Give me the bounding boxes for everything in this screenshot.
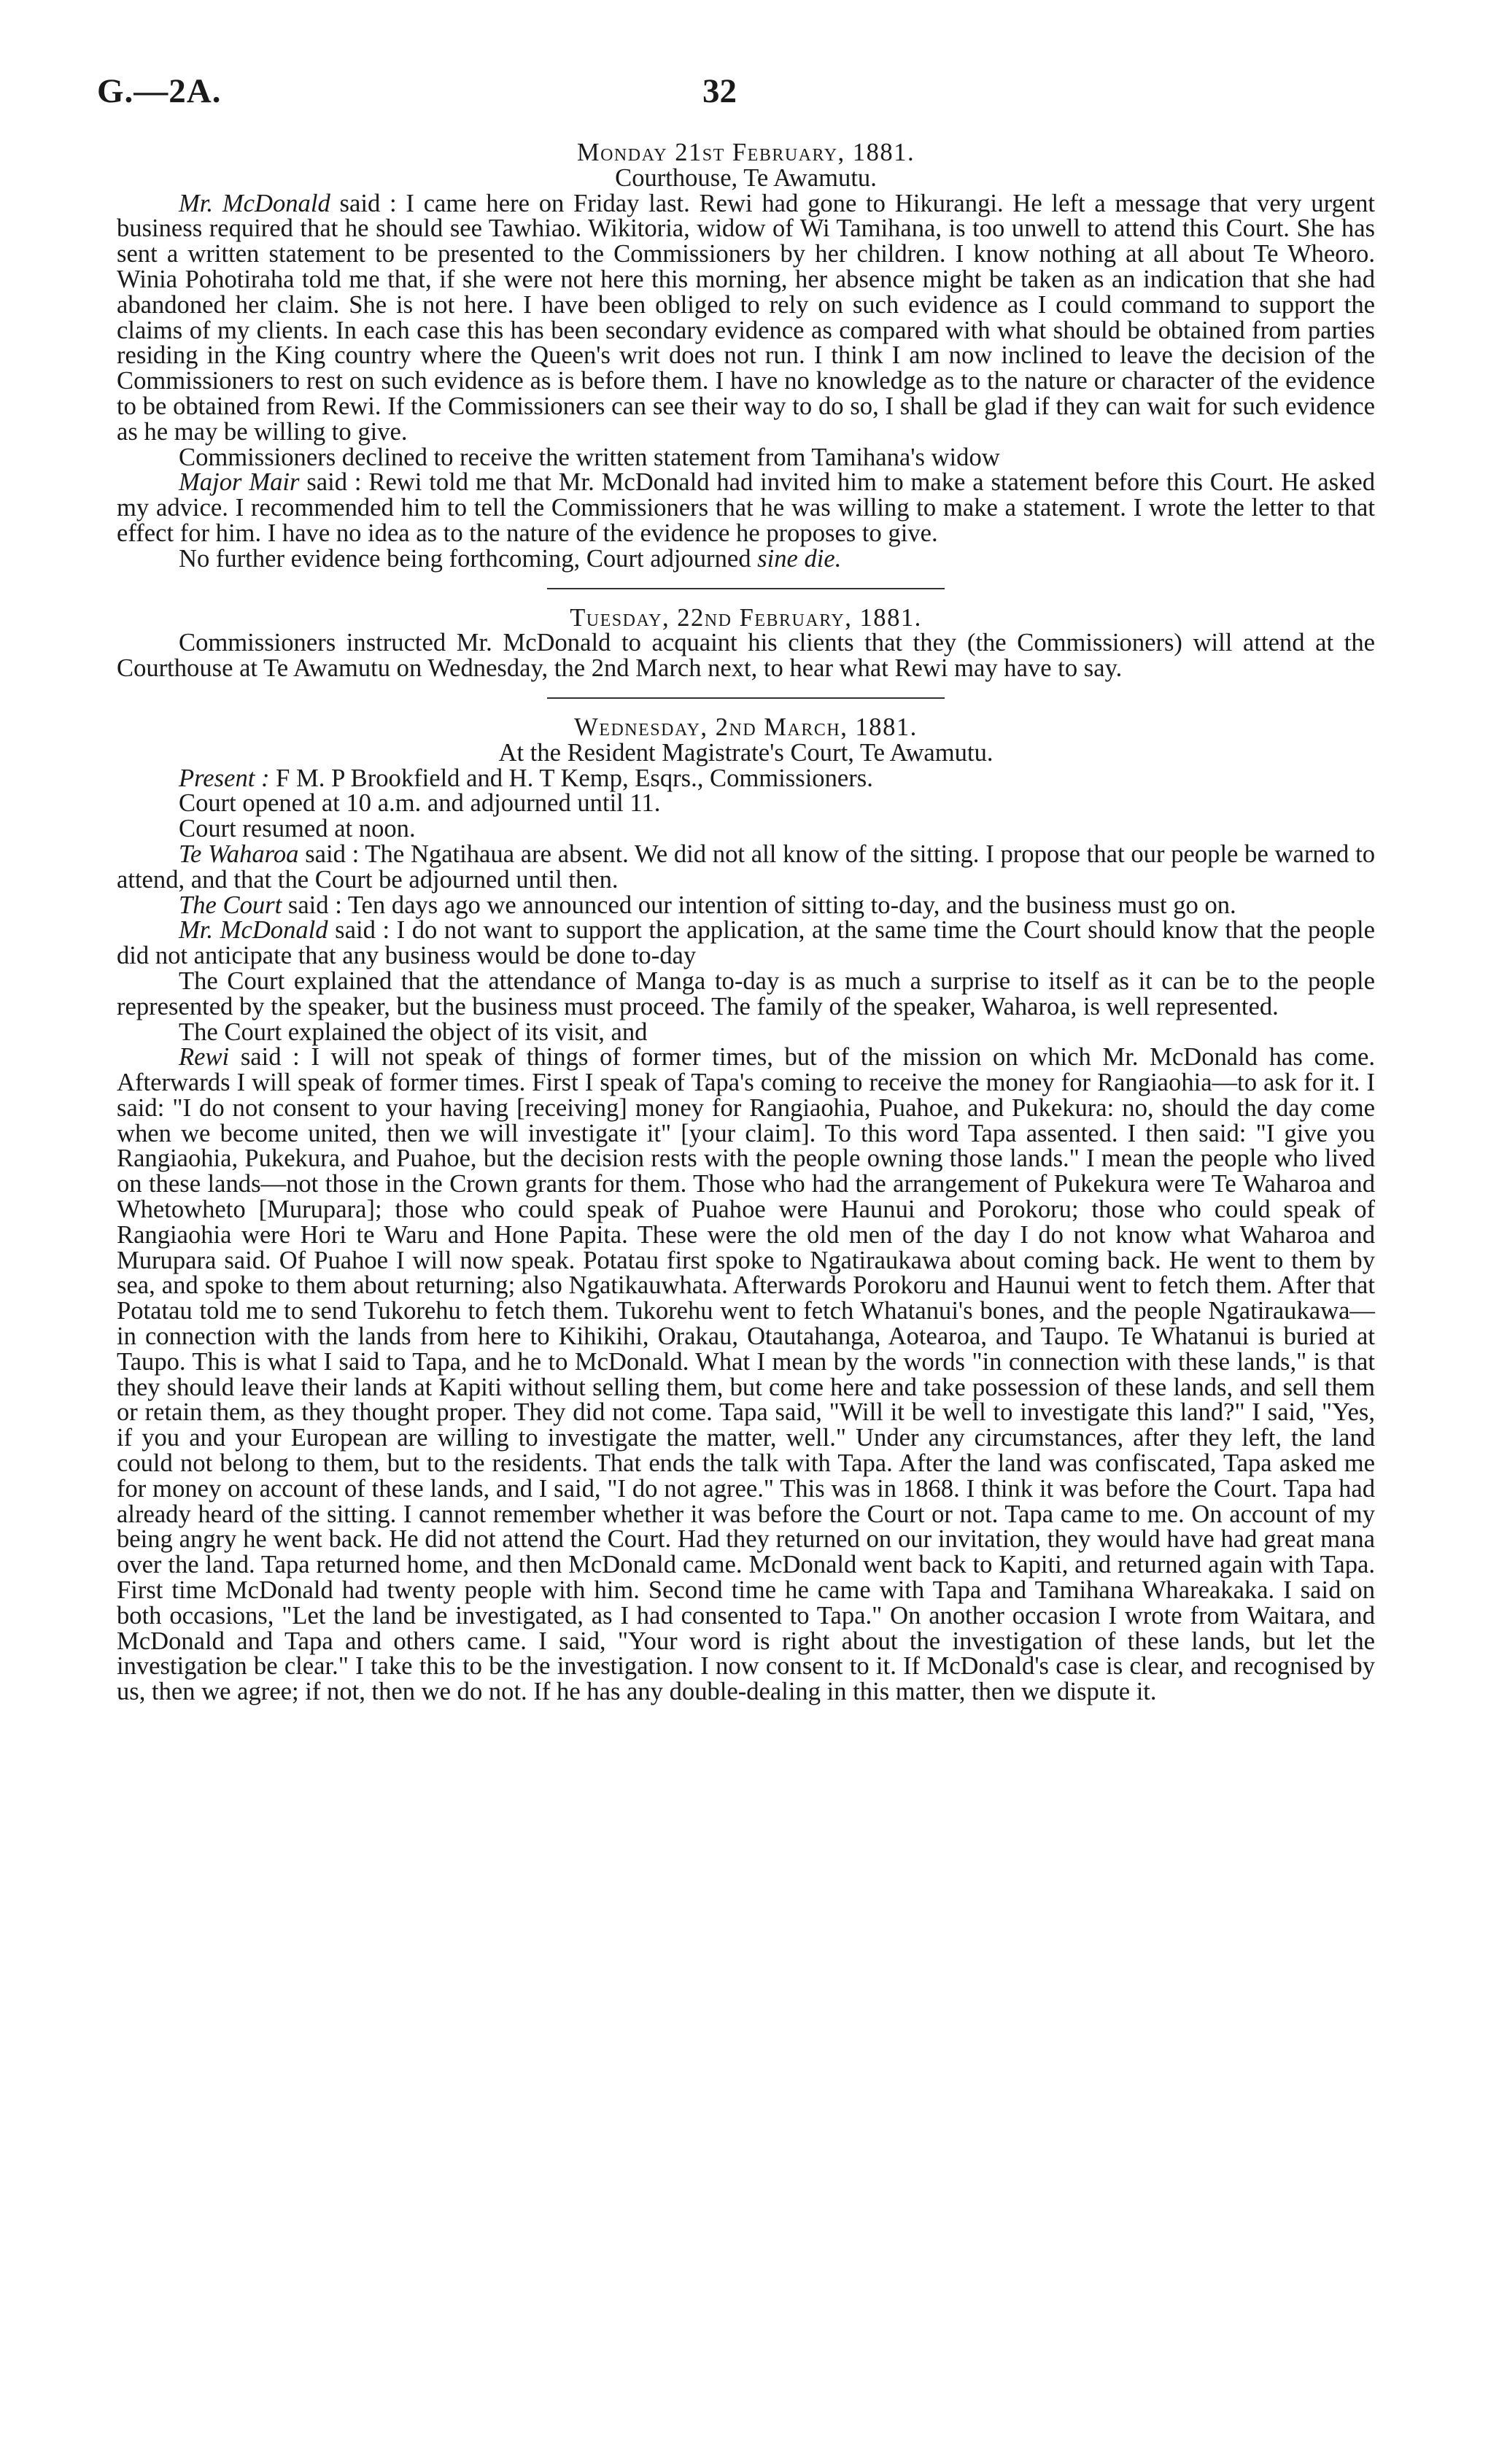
speaker-name: Te Waharoa	[179, 840, 299, 868]
document-reference: G.—2A.	[97, 72, 222, 110]
section-divider	[547, 697, 945, 699]
paragraph	[117, 1045, 1375, 1705]
paragraph: Commissioners instructed Mr. McDonald to acquaint his clients that they (the Commissioners) will attend at the Courthouse at Te Awamutu on Wednesday, the 2nd March next, to hear what Rewi may have to say.	[117, 629, 1375, 683]
paragraph-text: said : I will not speak of things of former times, but of the mission on which Mr. McDonald has come. Afterwards I will speak of former times. First I speak of Tapa's coming to receive the money for Rangiaohia—to ask for it. I said: "I do not consent to your having [receiving] money for Rangiaohia, Puahoe, and Pukekura: no, should the day come when we become united, then we will investigate it" [your claim]. To this word Tapa assented. I then said: "I give you Rangiaohia, Pukekura, and Puahoe, but the decision rests with the people owning those lands." I mean the people who lived on these lands—not those in the Crown grants for them. Those who had the arrangement of Pukekura were Te Waharoa and Whetowheto [Murupara]; those who could speak of Puahoe were Haunui and Porokoru; those who could speak of Rangiaohia were Hori te Waru and Hone Papita. These were the old men of the day I do not know what Waharoa and Murupara said. Of Puahoe I will now speak. Potatau first spoke to Ngatiraukawa about coming back. He went to them by sea, and spoke to them about returning; also Ngatikauwhata. Afterwards Porokoru and Haunui went to fetch them. After that Potatau told me to send Tukorehu to fetch them. Tukorehu went to fetch Whatanui's bones, and the people Ngatiraukawa—in connection with the lands from here to Kihikihi, Orakau, Otautahanga, Aotearoa, and Taupo. Te Whatanui is buried at Taupo. This is what I said to Tapa, and he to McDonald. What I mean by the words "in connection with these lands," is that they should leave their lands at Kapiti without selling them, but come here and take possession of these lands, and sell them or retain them, as they thought proper. They did not come. Tapa said, "Will it be well to investigate this land?" I said, "Yes, if you and your European are willing to investigate the matter, well." Under any circumstances, after they left, the land could not belong to them, but to the residents. That ends the talk with Tapa. After the land was confiscated, Tapa asked me for money on account of these lands, and I said, "I do not agree." This was in 1868. I think it was before the Court. Tapa had already heard of the sitting. I cannot remember whether it was before the Court or not. Tapa came to me. On account of my being angry he went back. He did not attend the Court. Had they returned on our invitation, they would have had great mana over the land. Tapa returned home, and then McDonald came. McDonald went back to Kapiti, and returned again with Tapa. First time McDonald had twenty people with him. Second time he came with Tapa and Tamihana Whareakaka. I said on both occasions, "Let the land be investigated, as I had consented to Tapa." On another occasion I wrote from Waitara, and McDonald and Tapa and others came. I said, "Your word is right about the investigation of these lands, but let the investigation be clear." I take this to be the investigation. I now consent to it. If McDonald's case is clear, and recognised by us, then we agree; if not, then we do not. If he has any double-dealing in this matter, then we dispute it.	[117, 1043, 1375, 1706]
paragraph: Court opened at 10 a.m. and adjourned until 11.	[179, 789, 661, 818]
latin-phrase: sine die.	[757, 544, 842, 573]
section-divider	[547, 588, 945, 589]
paragraph	[117, 918, 1375, 969]
paragraph	[117, 766, 1375, 791]
page-number: 32	[702, 72, 737, 110]
paragraph-text: said : Rewi told me that Mr. McDonald had invited him to make a statement before this Court. He asked my advice. I recommended him to tell the Commissioners that he was willing to make a statement. I wrote the letter to that effect for him. I have no idea as to the nature of the evidence he proposes to give.	[117, 468, 1376, 547]
speaker-name: Major Mair	[179, 468, 300, 497]
paragraph	[117, 842, 1375, 893]
paragraph	[117, 191, 1375, 445]
paragraph: Commissioners declined to receive the written statement from Tamihana's widow	[179, 443, 1000, 471]
paragraph-text: said : I do not want to support the application, at the same time the Court should know that the people did not anticipate that any business would be done to-day	[117, 916, 1375, 970]
paragraph-text: No further evidence being forthcoming, Court adjourned	[179, 544, 758, 573]
paragraph-text: said : Ten days ago we announced our intention of sitting to-day, and the business must go on.	[282, 891, 1236, 919]
paragraph: The Court explained that the attendance of Manga to-day is as much a surprise to itself as it can be to the people represented by the speaker, but the business must proceed. The family of the speaker, Waharoa, is well represented.	[117, 966, 1375, 1020]
paragraph: The Court explained the object of its visit, and	[179, 1018, 648, 1046]
paragraph	[117, 546, 1375, 572]
speaker-name: Mr. McDonald	[179, 916, 328, 945]
speaker-name: Mr. McDonald	[179, 189, 330, 217]
paragraph-text: said : The Ngatihaua are absent. We did not all know of the sitting. I propose that our people be warned to attend, and that the Court be adjourned until then.	[117, 840, 1375, 894]
speaker-name: The Court	[179, 891, 282, 919]
paragraph	[117, 893, 1375, 918]
speaker-name: Rewi	[179, 1043, 230, 1072]
paragraph-text: said : I came here on Friday last. Rewi had gone to Hikurangi. He left a message that very urgent business required that he should see Tawhiao. Wikitoria, widow of Wi Tamihana, is too unwell to attend this Court. She has sent a written statement to be presented to the Commissioners by her children. I know nothing at all about Te Wheoro. Winia Pohotiraha told me that, if she were not here this morning, her absence might be taken as an indication that she had abandoned her claim. She is not here. I have been obliged to rely on such evidence as I could command to support the claims of my clients. In each case this has been secondary evidence as compared with what should be obtained from parties residing in the King country where the Queen's writ does not run. I think I am now inclined to leave the decision of the Commissioners to rest on such evidence as is before them. I have no knowledge as to the nature or character of the evidence to be obtained from Rewi. If the Commissioners can see their way to do so, I shall be glad if they can wait for such evidence as he may be willing to give.	[117, 189, 1375, 446]
paragraph-text: F M. P Brookfield and H. T Kemp, Esqrs., Commissioners.	[269, 764, 873, 792]
document-body	[117, 140, 1375, 1705]
section-date-heading: Wednesday, 2nd March, 1881.	[574, 713, 918, 741]
paragraph: Court resumed at noon.	[179, 815, 416, 843]
section-place-heading: At the Resident Magistrate's Court, Te Awamutu.	[498, 738, 993, 767]
section-date-heading: Monday 21st February, 1881.	[576, 139, 915, 166]
section-date-heading: Tuesday, 22nd February, 1881.	[570, 603, 922, 632]
paragraph	[117, 470, 1375, 546]
section-place-heading: Courthouse, Te Awamutu.	[615, 163, 877, 192]
page-header	[97, 71, 1381, 115]
present-label: Present :	[179, 764, 270, 792]
